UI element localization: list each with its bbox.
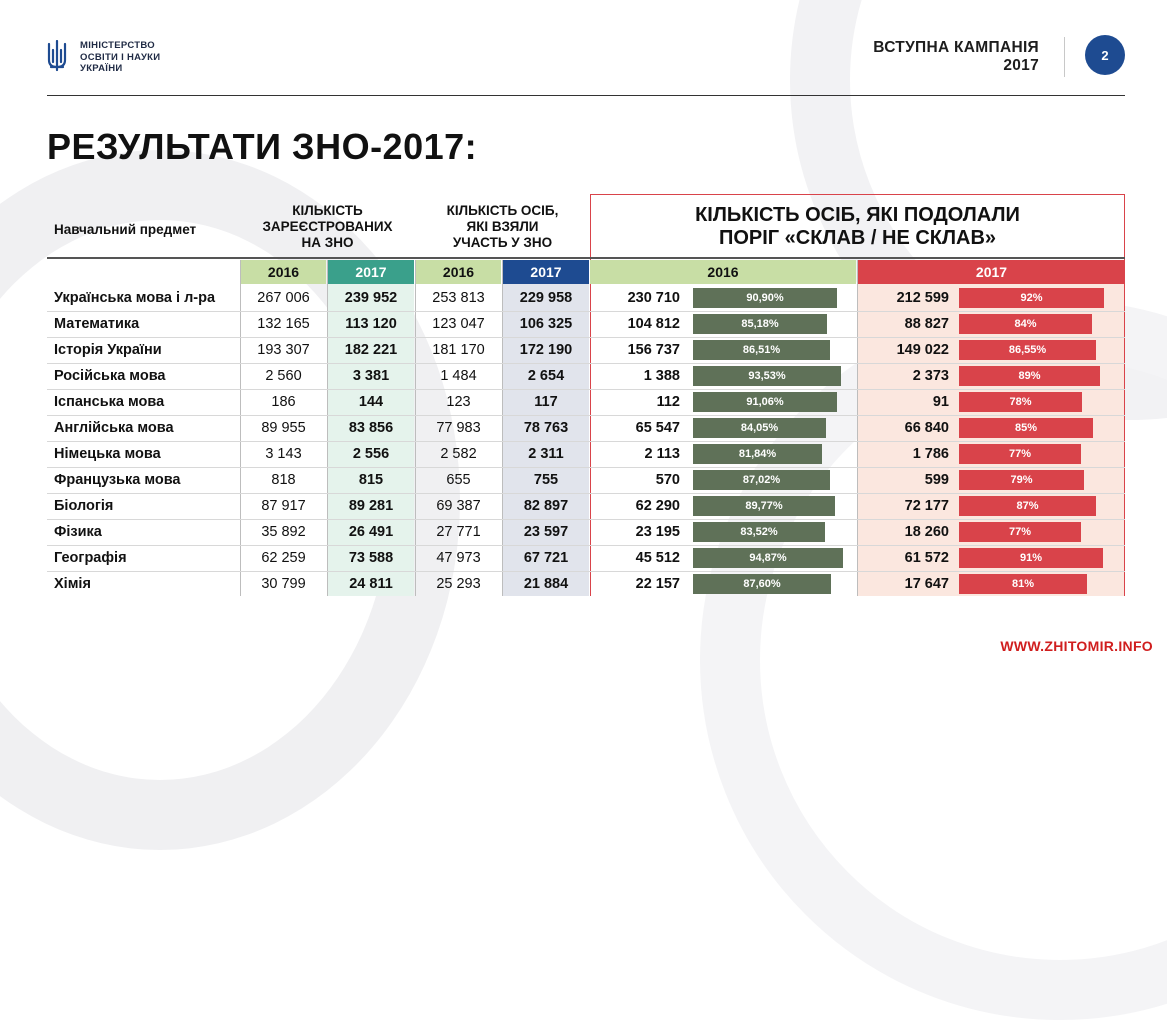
pass-rate-2017-bar: 84% [959, 314, 1092, 334]
registered-2016-cell: 87 917 [261, 498, 306, 514]
participated-2016-cell: 69 387 [436, 498, 481, 514]
year-2016-passed: 2016 [590, 260, 856, 284]
pass-rate-2017-bar: 89% [959, 366, 1100, 386]
passed-2017-cell: 1 786 [912, 446, 949, 462]
table-row [47, 467, 1125, 493]
results-table [47, 194, 1125, 596]
registered-2017-cell: 144 [358, 394, 384, 410]
subject-cell: Історія України [54, 342, 162, 358]
registered-2017-cell: 83 856 [348, 420, 394, 436]
passed-2017-cell: 149 022 [896, 342, 949, 358]
passed-2017-cell: 61 572 [904, 550, 949, 566]
campaign-label [873, 39, 1039, 75]
header-registered [241, 200, 414, 254]
participated-2016-cell: 77 983 [436, 420, 481, 436]
passed-2016-cell: 22 157 [635, 576, 680, 592]
header-participated [416, 200, 589, 254]
pass-rate-2016-bar: 91,06% [693, 392, 837, 412]
participated-2016-cell: 181 170 [432, 342, 485, 358]
participated-2016-cell: 2 582 [440, 446, 477, 462]
participated-2017-cell: 82 897 [523, 498, 569, 514]
row-separator [47, 311, 1125, 312]
passed-2017-cell: 18 260 [904, 524, 949, 540]
subject-cell: Біологія [54, 498, 114, 514]
participated-2017-cell: 172 190 [519, 342, 573, 358]
passed-2016-cell: 62 290 [635, 498, 680, 514]
passed-2017-cell: 72 177 [904, 498, 949, 514]
pass-rate-2016-bar: 87,02% [693, 470, 830, 490]
registered-2016-cell: 132 165 [257, 316, 310, 332]
row-separator [47, 363, 1125, 364]
ministry-line: УКРАЇНИ [80, 63, 123, 74]
table-row [47, 363, 1125, 389]
registered-2016-cell: 193 307 [257, 342, 310, 358]
participated-2017-cell: 229 958 [519, 290, 573, 306]
row-separator [47, 389, 1125, 390]
participated-2016-cell: 123 [446, 394, 471, 410]
row-separator [47, 467, 1125, 468]
passed-2017-cell: 599 [924, 472, 949, 488]
participated-2017-cell: 21 884 [523, 576, 569, 592]
year-2016-registered: 2016 [241, 260, 326, 284]
table-row [47, 545, 1125, 571]
participated-2016-cell: 655 [446, 472, 471, 488]
row-separator [47, 493, 1125, 494]
trident-emblem-icon [46, 40, 68, 72]
row-separator [47, 337, 1125, 338]
participated-2016-cell: 123 047 [432, 316, 485, 332]
passed-2016-cell: 2 113 [644, 446, 680, 462]
header-participated-line: УЧАСТЬ У ЗНО [452, 235, 553, 250]
registered-2016-cell: 818 [271, 472, 296, 488]
header-divider [1064, 37, 1065, 77]
registered-2016-cell: 30 799 [261, 576, 306, 592]
pass-rate-2016-bar: 87,60% [693, 574, 831, 594]
registered-2017-cell: 89 281 [348, 498, 394, 514]
pass-rate-2017-bar: 87% [959, 496, 1096, 516]
passed-2017-cell: 66 840 [904, 420, 949, 436]
pass-rate-2016-bar: 89,77% [693, 496, 835, 516]
pass-rate-2016-bar: 84,05% [693, 418, 826, 438]
registered-2017-cell: 3 381 [352, 368, 390, 384]
registered-2017-cell: 113 120 [345, 316, 397, 332]
pass-rate-2017-bar: 79% [959, 470, 1084, 490]
table-row [47, 311, 1125, 337]
pass-rate-2017-bar: 77% [959, 522, 1081, 542]
ministry-line: ОСВІТИ І НАУКИ [80, 51, 161, 63]
table-row [47, 493, 1125, 519]
passed-2016-cell: 1 388 [643, 368, 680, 384]
registered-2017-cell: 73 588 [348, 550, 394, 566]
pass-rate-2017-bar: 86,55% [959, 340, 1096, 360]
registered-2017-cell: 26 491 [348, 524, 394, 540]
subject-cell: Російська мова [54, 368, 166, 384]
year-2017-registered: 2017 [328, 260, 414, 284]
table-row [47, 415, 1125, 441]
registered-2016-cell: 89 955 [261, 420, 306, 436]
pass-rate-2017-bar: 78% [959, 392, 1082, 412]
passed-2016-cell: 230 710 [627, 290, 680, 306]
passed-2017-cell: 91 [932, 394, 949, 410]
header-rule [47, 95, 1125, 96]
year-2017-passed: 2017 [858, 260, 1125, 284]
pass-rate-2017-bar: 85% [959, 418, 1093, 438]
header-participated-line: КІЛЬКІСТЬ ОСІБ, [446, 203, 559, 218]
passed-2016-cell: 104 812 [627, 316, 680, 332]
participated-2017-cell: 117 [534, 394, 558, 410]
participated-2017-cell: 755 [533, 472, 559, 488]
registered-2017-cell: 239 952 [344, 290, 398, 306]
ministry-name [80, 40, 160, 75]
registered-2016-cell: 186 [271, 394, 296, 410]
participated-2017-cell: 2 654 [527, 368, 565, 384]
passed-2017-cell: 2 373 [912, 368, 949, 384]
subject-cell: Фізика [54, 524, 102, 540]
pass-rate-2016-bar: 86,51% [693, 340, 830, 360]
subject-cell: Географія [54, 550, 127, 566]
participated-2017-cell: 67 721 [523, 550, 569, 566]
registered-2016-cell: 3 143 [265, 446, 302, 462]
slide-title: РЕЗУЛЬТАТИ ЗНО-2017: [47, 126, 478, 167]
passed-2016-cell: 45 512 [635, 550, 680, 566]
pass-rate-2017-bar: 77% [959, 444, 1081, 464]
pass-rate-2016-bar: 93,53% [693, 366, 841, 386]
passed-2017-cell: 17 647 [904, 576, 949, 592]
participated-2017-cell: 23 597 [523, 524, 569, 540]
participated-2017-cell: 2 311 [528, 446, 564, 462]
participated-2016-cell: 47 973 [436, 550, 481, 566]
header-passed-threshold [590, 204, 1125, 250]
passed-2016-cell: 570 [655, 472, 680, 488]
ministry-line: МІНІСТЕРСТВО [80, 40, 155, 51]
pass-rate-2017-bar: 92% [959, 288, 1104, 308]
pass-rate-2016-bar: 81,84% [693, 444, 822, 464]
header-registered-line: НА ЗНО [301, 235, 354, 250]
participated-2017-cell: 78 763 [523, 420, 569, 436]
row-separator [47, 519, 1125, 520]
header-rule-line [47, 257, 1125, 259]
header-subject: Навчальний предмет [54, 221, 197, 237]
subject-cell: Англійська мова [54, 420, 174, 436]
passed-2017-cell: 88 827 [904, 316, 949, 332]
registered-2017-cell: 2 556 [352, 446, 390, 462]
pass-rate-2016-bar: 83,52% [693, 522, 825, 542]
site-watermark: WWW.ZHITOMIR.INFO [1000, 638, 1153, 654]
subject-cell: Французька мова [54, 472, 181, 488]
slide-header [0, 0, 1167, 96]
row-separator [47, 545, 1125, 546]
table-row [47, 337, 1125, 363]
pass-rate-2016-bar: 85,18% [693, 314, 827, 334]
participated-2016-cell: 27 771 [436, 524, 481, 540]
registered-2017-cell: 815 [358, 472, 384, 488]
registered-2016-cell: 267 006 [257, 290, 310, 306]
table-row [47, 441, 1125, 467]
pass-rate-2017-bar: 91% [959, 548, 1103, 568]
row-separator [47, 415, 1125, 416]
registered-2016-cell: 35 892 [261, 524, 306, 540]
subject-cell: Німецька мова [54, 446, 161, 462]
header-passed-line: ПОРІГ «СКЛАВ / НЕ СКЛАВ» [718, 227, 997, 249]
registered-2016-cell: 62 259 [261, 550, 306, 566]
subject-cell: Українська мова і л-ра [54, 290, 216, 306]
table-row [47, 285, 1125, 311]
pass-rate-2017-bar: 81% [959, 574, 1087, 594]
table-row [47, 519, 1125, 545]
row-separator [47, 441, 1125, 442]
passed-2016-cell: 156 737 [627, 342, 680, 358]
subject-cell: Хімія [54, 576, 91, 592]
header-registered-line: КІЛЬКІСТЬ [292, 203, 363, 218]
registered-2016-cell: 2 560 [265, 368, 302, 384]
subject-cell: Математика [54, 316, 140, 332]
row-separator [47, 571, 1125, 572]
campaign-line-2: 2017 [1003, 57, 1039, 74]
table-row [47, 571, 1125, 597]
header-participated-line: ЯКІ ВЗЯЛИ [466, 219, 539, 234]
registered-2017-cell: 182 221 [344, 342, 398, 358]
participated-2017-cell: 106 325 [519, 316, 573, 332]
participated-2016-cell: 25 293 [436, 576, 481, 592]
participated-2016-cell: 253 813 [432, 290, 485, 306]
page-number-badge: 2 [1085, 35, 1125, 75]
passed-2016-cell: 112 [656, 394, 680, 410]
pass-rate-2016-bar: 90,90% [693, 288, 837, 308]
table-row [47, 389, 1125, 415]
passed-2017-cell: 212 599 [896, 290, 949, 306]
campaign-line-1: ВСТУПНА КАМПАНІЯ [873, 39, 1039, 56]
passed-2016-cell: 65 547 [635, 420, 680, 436]
registered-2017-cell: 24 811 [349, 576, 393, 592]
participated-2016-cell: 1 484 [440, 368, 477, 384]
year-2016-participated: 2016 [416, 260, 501, 284]
header-registered-line: ЗАРЕЄСТРОВАНИХ [262, 219, 393, 234]
header-passed-line: КІЛЬКІСТЬ ОСІБ, ЯКІ ПОДОЛАЛИ [695, 204, 1020, 226]
year-2017-participated: 2017 [503, 260, 589, 284]
pass-rate-2016-bar: 94,87% [693, 548, 843, 568]
subject-cell: Іспанська мова [54, 394, 165, 410]
passed-2016-cell: 23 195 [635, 524, 680, 540]
